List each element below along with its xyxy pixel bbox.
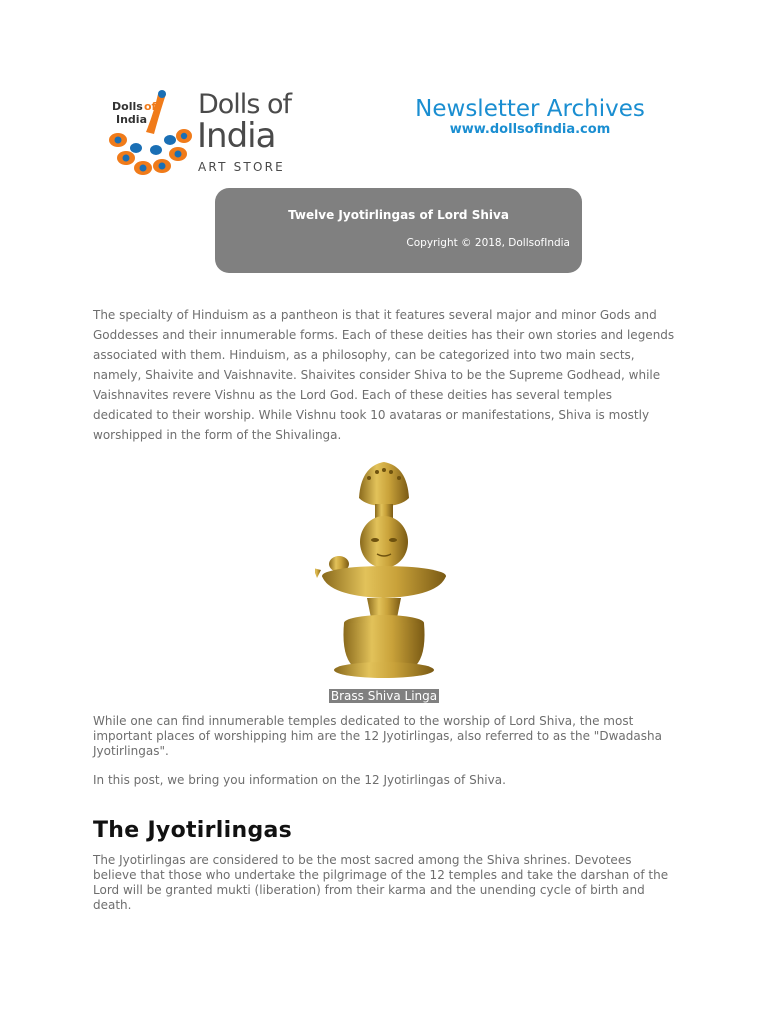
svg-text:India: India (116, 113, 147, 126)
newsletter-title: Newsletter Archives (415, 96, 645, 122)
jyotirlinga-intro-paragraph: While one can find innumerable temples dedicated to the worship of Lord Shiva, the most important places of worshipping him are the 12 Jyotirlingas, also referred to as the "Dwadasha Jyotirlingas". (93, 714, 662, 758)
section-heading: The Jyotirlingas (93, 818, 293, 843)
svg-text:Dolls: Dolls (112, 100, 143, 113)
intro-paragraph: The specialty of Hinduism as a pantheon is that it features several major and minor Gods and Goddesses and their innumerable forms. Each of these deities has their own stories and legends associated with them. Hinduism, as a philosophy, can be categorized into two main sects, namely, Shaivite and Vaishnavite. Shaivites consider Shiva to be the Supreme Godhead, while Vaishnavites revere Vishnu as the Lord God. Each of these deities has several temples dedicated to their worship. While Vishnu took 10 avataras or manifestations, Shiva is mostly worshipped in the form of the Shivalinga. (93, 308, 675, 442)
article-banner (215, 188, 582, 273)
post-summary-paragraph: In this post, we bring you information on the 12 Jyotirlingas of Shiva. (93, 773, 506, 787)
image-caption (0, 685, 768, 704)
logo-wordmark-india: India (197, 116, 276, 156)
svg-text:of: of (144, 100, 157, 113)
logo-wordmark-art-store: ART STORE (198, 160, 285, 174)
dolls-of-india-logo[interactable] (96, 82, 302, 182)
logo-wordmark-dolls-of: Dolls of (198, 89, 291, 120)
image-caption-text[interactable]: Brass Shiva Linga (330, 689, 438, 703)
jyotirlinga-description-paragraph: The Jyotirlingas are considered to be the most sacred among the Shiva shrines. Devotees believe that those who undertake the pilgrimage of the 12 temples and take the darshan of the Lord will be granted mukti (liberation) from their karma and the unending cycle of birth and death. (93, 853, 669, 912)
copyright-notice: Copyright © 2018, DollsofIndia (406, 237, 570, 249)
site-url-link[interactable]: www.dollsofindia.com (449, 122, 611, 137)
article-title: Twelve Jyotirlingas of Lord Shiva (288, 208, 509, 222)
peacock-logo-icon (96, 82, 196, 182)
brass-shiva-linga-image[interactable] (315, 458, 453, 680)
